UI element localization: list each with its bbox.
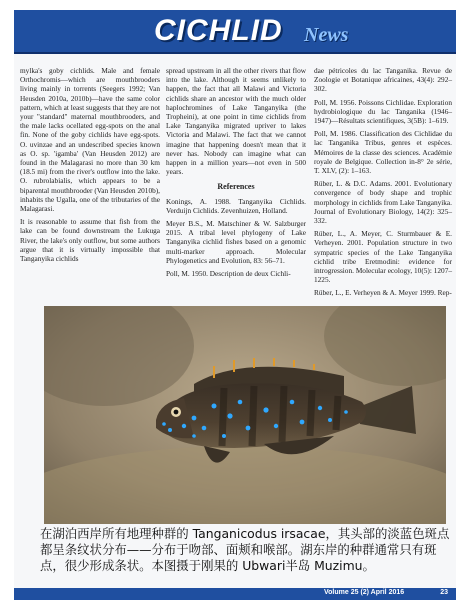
header-banner xyxy=(14,10,456,54)
reference-entry: dae pétricoles du lac Tanganika. Revue de Zoologie et Botanique africaines, 43(4): 292–302. xyxy=(314,66,452,94)
reference-entry: Poll, M. 1950. Description de deux Cichli- xyxy=(166,269,291,279)
reference-entry: Konings, A. 1988. Tanganyika Cichlids. Verduijn Cichlids. Zevenhuizen, Holland. xyxy=(166,196,306,215)
photo-caption: 在湖泊西岸所有地理种群的 Tanganicodus irsacae，其头部的淡蓝色斑点都呈条纹状分布——分布于吻部、面颊和喉部。湖东岸的种群通常只有斑点，很少形成条状。本图摄于刚果的 Ubwari半岛 Muzimu。 xyxy=(40,526,450,573)
magazine-title: CICHLID xyxy=(154,14,283,47)
magazine-subtitle: News xyxy=(304,24,349,46)
text-column-2 xyxy=(166,66,306,282)
references-heading: References xyxy=(217,182,255,192)
page-number: 23 xyxy=(440,589,448,596)
magazine-page xyxy=(14,10,456,600)
footer-bar xyxy=(14,588,456,600)
reference-entry: Poll, M. 1986. Classification des Cichlidae du lac Tanganika Tribus, genres et espèces. Mémoires de la classe des sciences. Académie royale de Belgique. Collection in-8° 2e série, T. XLV, (2): 1–163. xyxy=(314,129,452,176)
reference-entry: Rüber, L. & D.C. Adams. 2001. Evolutionary convergence of body shape and trophic morphology in cichlids from Lake Tanganyika. Journal of Evolutionary Biology, 14(2): 325–332. xyxy=(314,179,452,226)
paragraph: mylka's goby cichlids. Male and female Orthochromis—which are mouthbrooders living mainly in torrents (Seegers 1992; Van Heusden 2010a, 2010b)—have the same color pattern, which at least suggests that they are not your "standard" maternal mouthbrooders, and the male lacks ocellated egg-spots on the anal fin. None of the goby cichlids have egg-spots. O. uvinzae and an undescribed species known as O. sp. 'igamba' (Van Heusden 2012) are found in the Malagarasi no more than 30 km (18.5 mi) from the river's outflow into the lake. O. rubrolabialis, which appears to be a biparental mouthbrooder (Van Heusden 2010b), inhabits the Ugalla, one of the tributaries of the Malagarasi. xyxy=(20,66,160,214)
reference-entry: Rüber, L., A. Meyer, C. Sturmbauer & E. Verheyen. 2001. Population structure in two sympatric species of the Lake Tanganyika cichlid tribe Eretmodini: evidence for introgression. Molecular ecology, 10(5): 1207–1225. xyxy=(314,229,452,285)
fish-photo xyxy=(44,306,446,524)
paragraph: It is reasonable to assume that fish from the lake can be found downstream the Lukuga River, the lake's only outflow, but some authors argue that it is virtually impossible that Tanganyika cichlids xyxy=(20,217,160,264)
reference-entry: Rüber, L., E. Verheyen & A. Meyer 1999. Rep- xyxy=(314,288,452,298)
paragraph: spread upstream in all the other rivers that flow into the lake. Although it seems unlikely to happen, the fact that all Malawi and Victoria cichlids share an ancestor with the much older haplochromines of Lake Tanganyika (the Tropheini), at one point in time cichlids from Lake Tanganyika migrated upriver to lakes Victoria and Malawi. The fact that we cannot imagine that happening doesn't mean that it never has. Nobody can imagine what can happen in a million years—not even in 500 years. xyxy=(166,66,306,177)
fish-illustration xyxy=(44,306,446,524)
text-column-1 xyxy=(20,66,160,267)
text-column-3 xyxy=(314,66,452,302)
volume-info: Volume 25 (2) April 2016 xyxy=(324,589,405,596)
reference-entry: Poll, M. 1956. Poissons Cichlidae. Exploration hydrobiologique du lac Tanganika (1946–1947)—Résultats scientifiques, 3(5B): 1–619. xyxy=(314,97,452,126)
reference-entry: Meyer B.S., M. Matschiner & W. Salzburger 2015. A tribal level phylogeny of Lake Tanganyika cichlid fishes based on a genomic multi-marker approach. Molecular Phylogenetics and Evolution, 83: 56–71. xyxy=(166,219,306,265)
